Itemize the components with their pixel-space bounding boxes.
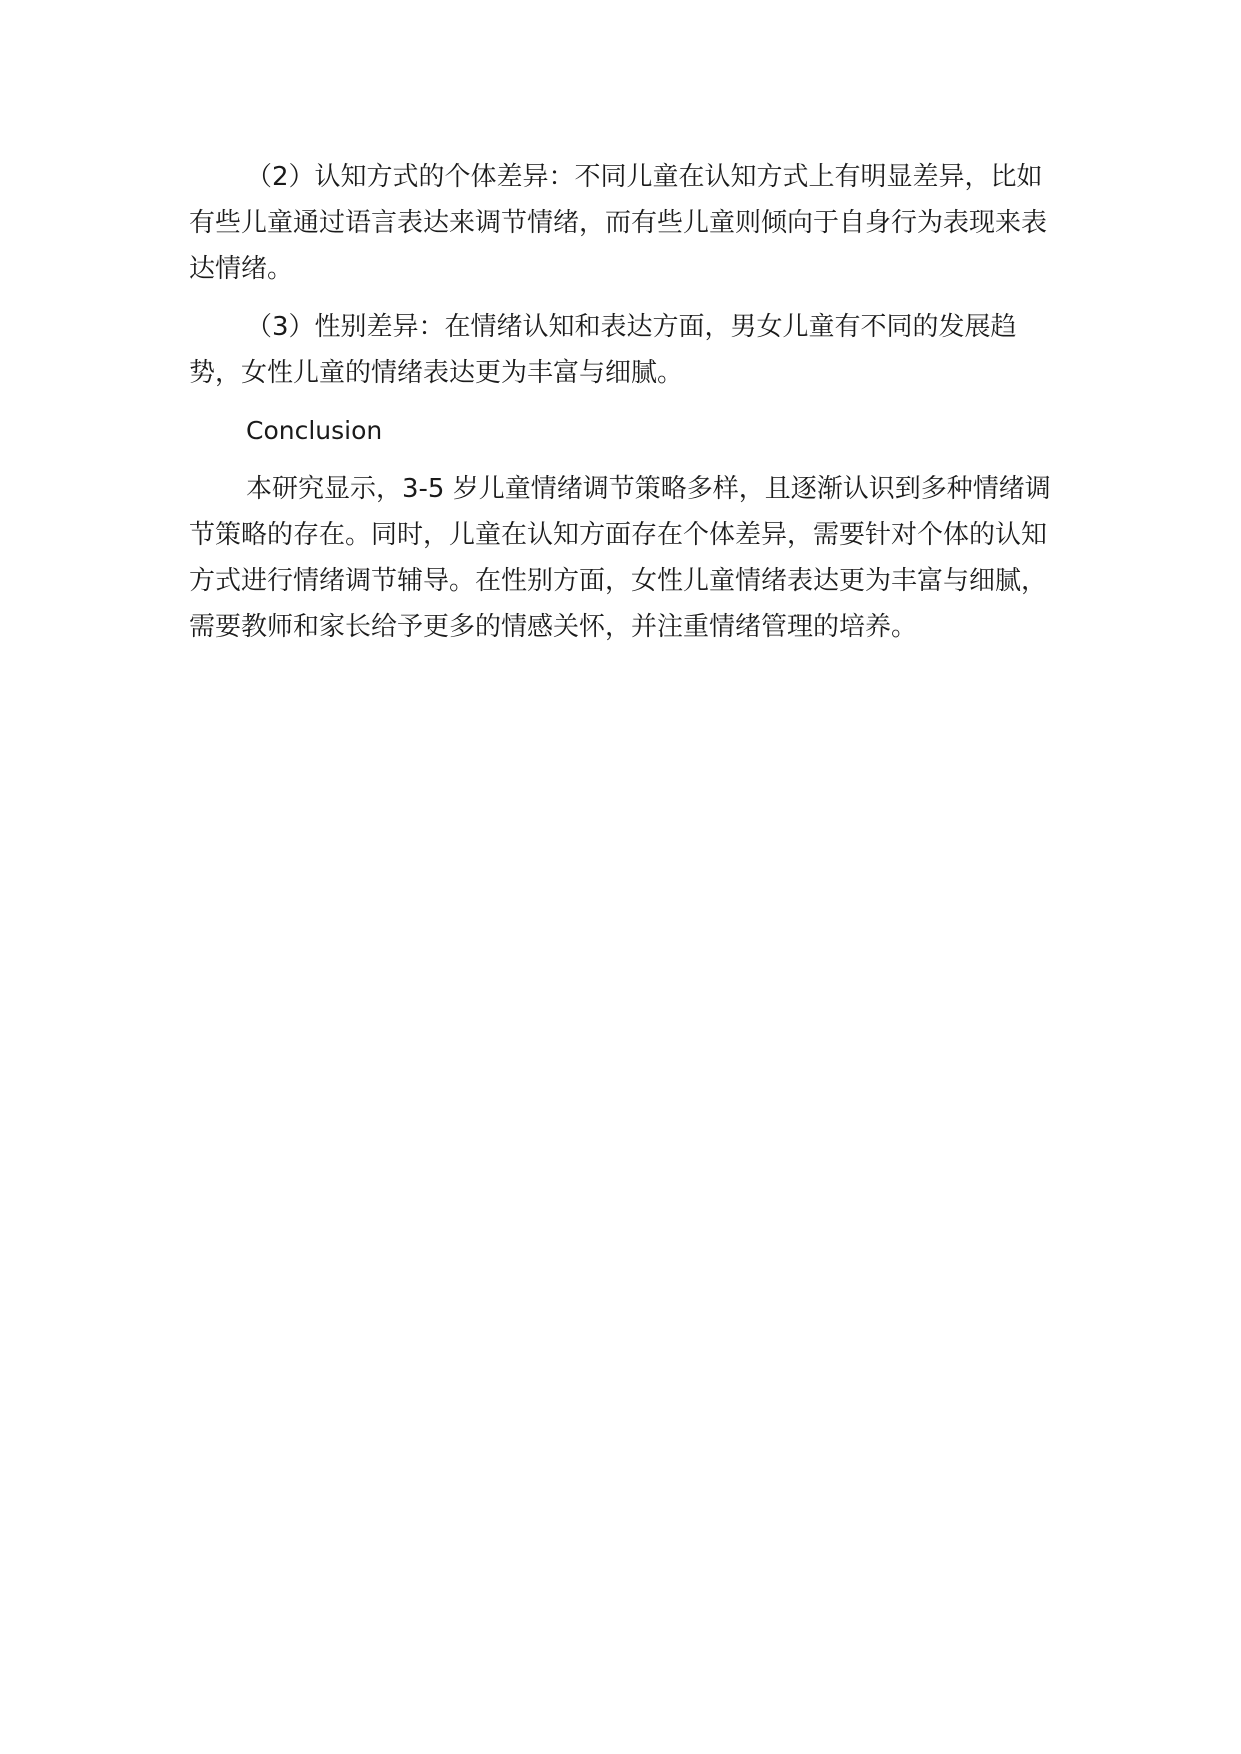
document-page (189, 154, 1057, 650)
conclusion-paragraph: 本研究显示，3-5 岁儿童情绪调节策略多样，且逐渐认识到多种情绪调节策略的存在。同时，儿童在认知方面存在个体差异，需要针对个体的认知方式进行情绪调节辅导。在性别方面，女性儿童情绪表达更为丰富与细腻，需要教师和家长给予更多的情感关怀，并注重情绪管理的培养。 (189, 474, 1051, 642)
paragraph-gender-differences: （3）性别差异：在情绪认知和表达方面，男女儿童有不同的发展趋势，女性儿童的情绪表达更为丰富与细腻。 (189, 312, 1017, 388)
paragraph-cognitive-differences: （2）认知方式的个体差异：不同儿童在认知方式上有明显差异，比如有些儿童通过语言表达来调节情绪，而有些儿童则倾向于自身行为表现来表达情绪。 (189, 162, 1048, 284)
conclusion-heading: Conclusion (246, 416, 383, 445)
